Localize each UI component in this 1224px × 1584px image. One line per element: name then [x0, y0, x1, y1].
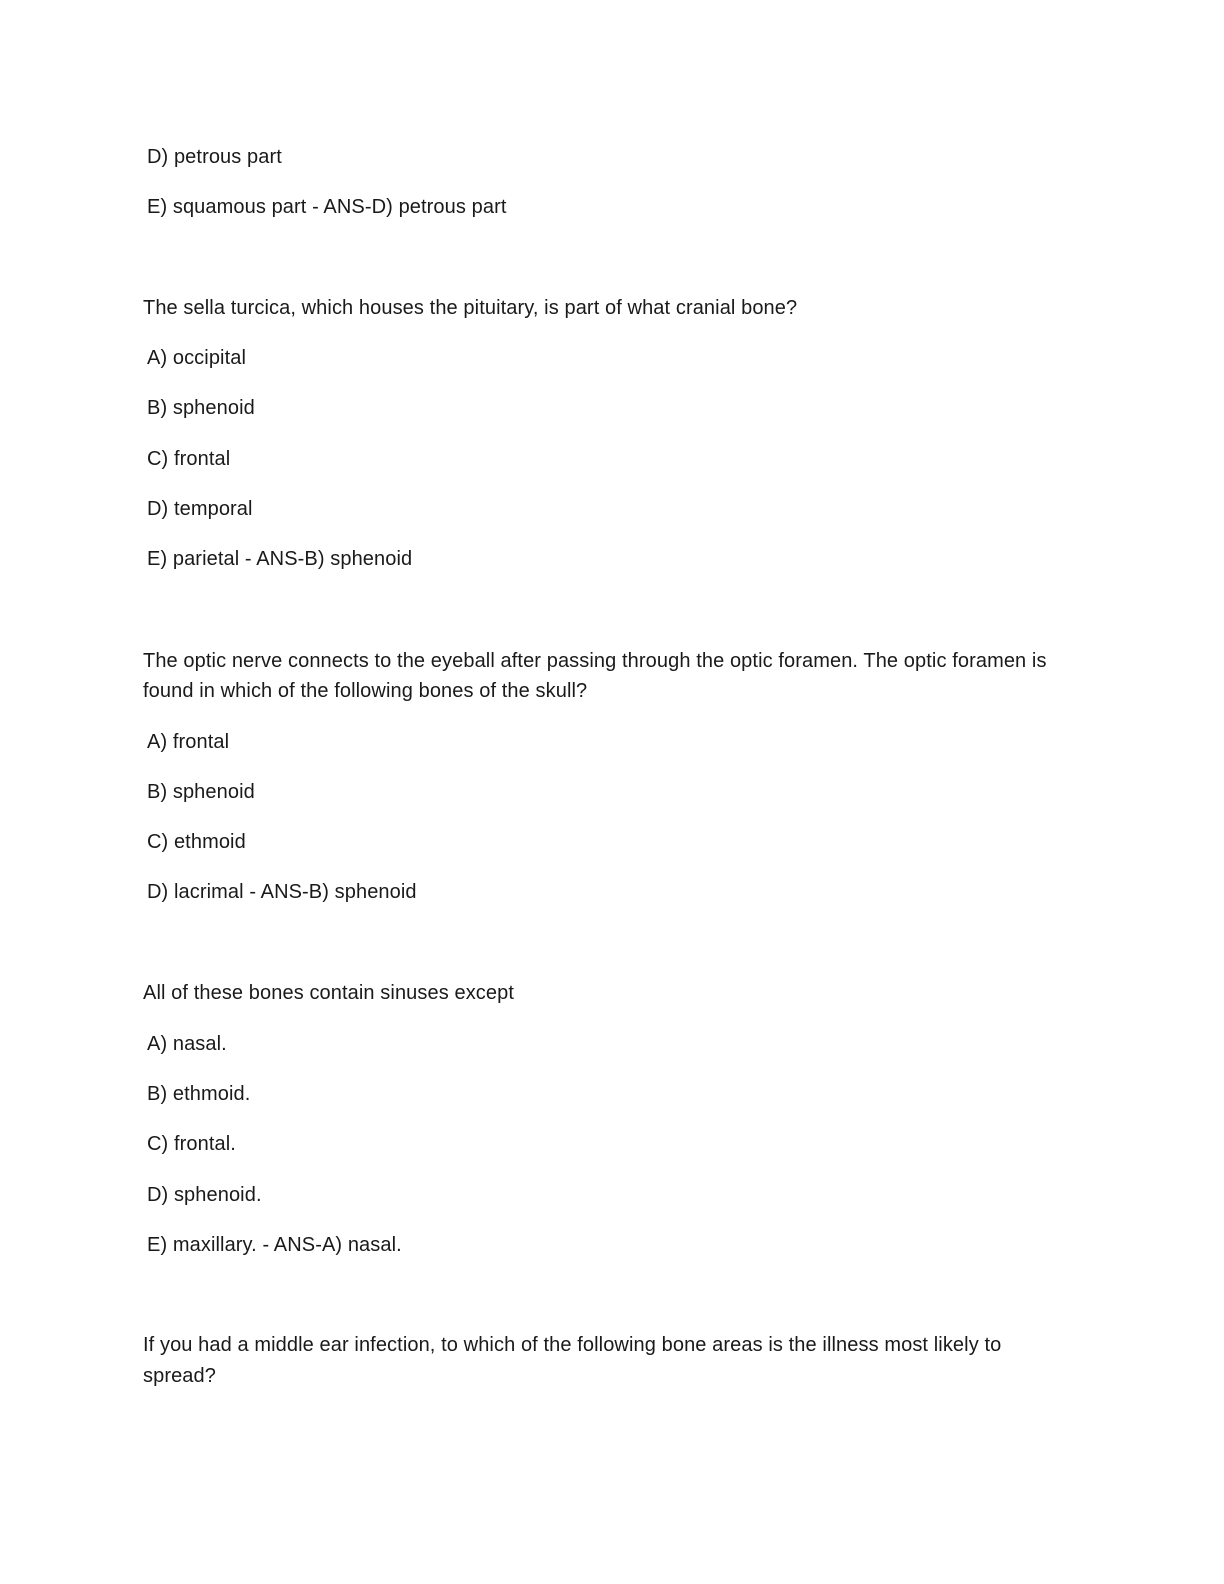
answer-option-with-key: D) lacrimal - ANS-B) sphenoid — [147, 881, 417, 903]
answer-option-with-key: E) maxillary. - ANS-A) nasal. — [147, 1234, 402, 1256]
answer-option: D) temporal — [147, 498, 253, 520]
answer-option: B) sphenoid — [147, 397, 255, 419]
answer-option-with-key: E) squamous part - ANS-D) petrous part — [147, 196, 507, 218]
answer-option: C) ethmoid — [147, 831, 246, 853]
answer-option: D) petrous part — [147, 146, 282, 168]
answer-option: A) occipital — [147, 347, 247, 369]
answer-option: D) sphenoid. — [147, 1184, 262, 1206]
answer-option: A) nasal. — [147, 1033, 227, 1055]
question-text: The sella turcica, which houses the pituitary, is part of what cranial bone? — [143, 297, 798, 319]
question-text: All of these bones contain sinuses except — [143, 982, 514, 1004]
answer-option: C) frontal — [147, 448, 231, 470]
answer-option: C) frontal. — [147, 1133, 236, 1155]
question-text: spread? — [143, 1365, 216, 1387]
question-text: The optic nerve connects to the eyeball after passing through the optic foramen. The optic foramen is — [143, 650, 1047, 672]
question-text: found in which of the following bones of the skull? — [143, 680, 588, 702]
answer-option: A) frontal — [147, 731, 230, 753]
answer-option: B) ethmoid. — [147, 1083, 251, 1105]
answer-option-with-key: E) parietal - ANS-B) sphenoid — [147, 548, 413, 570]
question-text: If you had a middle ear infection, to which of the following bone areas is the illness most likely to — [143, 1334, 1002, 1356]
answer-option: B) sphenoid — [147, 781, 255, 803]
